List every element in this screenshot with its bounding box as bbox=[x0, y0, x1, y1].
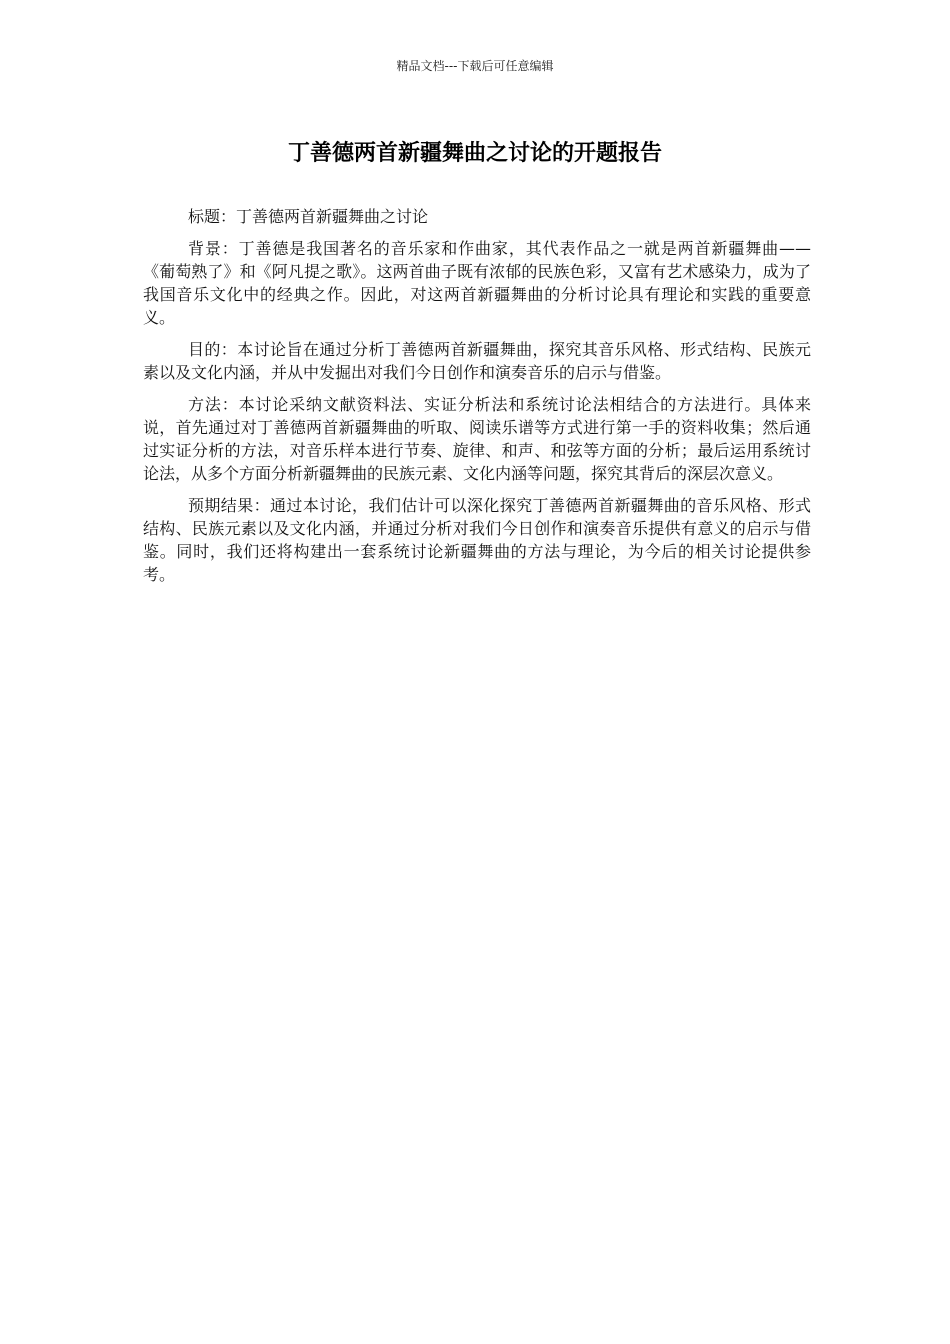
paragraph-background: 背景：丁善德是我国著名的音乐家和作曲家，其代表作品之一就是两首新疆舞曲——《葡萄熟了》和《阿凡提之歌》。这两首曲子既有浓郁的民族色彩，又富有艺术感染力，成为了我国音乐文化中的经典之作。因此，对这两首新疆舞曲的分析讨论具有理论和实践的重要意义。 bbox=[143, 239, 811, 327]
paragraph-method: 方法：本讨论采纳文献资料法、实证分析法和系统讨论法相结合的方法进行。具体来说，首先通过对丁善德两首新疆舞曲的听取、阅读乐谱等方式进行第一手的资料收集；然后通过实证分析的方法，对音乐样本进行节奏、旋律、和声、和弦等方面的分析；最后运用系统讨论法，从多个方面分析新疆舞曲的民族元素、文化内涵等问题，探究其背后的深层次意义。 bbox=[143, 395, 811, 483]
page-header: 精品文档---下载后可任意编辑 bbox=[396, 59, 554, 73]
document-body bbox=[143, 205, 811, 595]
paragraph-expected-results: 预期结果：通过本讨论，我们估计可以深化探究丁善德两首新疆舞曲的音乐风格、形式结构、民族元素以及文化内涵，并通过分析对我们今日创作和演奏音乐提供有意义的启示与借鉴。同时，我们还将构建出一套系统讨论新疆舞曲的方法与理论，为今后的相关讨论提供参考。 bbox=[143, 496, 811, 584]
paragraph-purpose: 目的：本讨论旨在通过分析丁善德两首新疆舞曲，探究其音乐风格、形式结构、民族元素以及文化内涵，并从中发掘出对我们今日创作和演奏音乐的启示与借鉴。 bbox=[143, 340, 811, 382]
document-title: 丁善德两首新疆舞曲之讨论的开题报告 bbox=[287, 141, 662, 166]
paragraph-topic: 标题：丁善德两首新疆舞曲之讨论 bbox=[188, 207, 429, 226]
